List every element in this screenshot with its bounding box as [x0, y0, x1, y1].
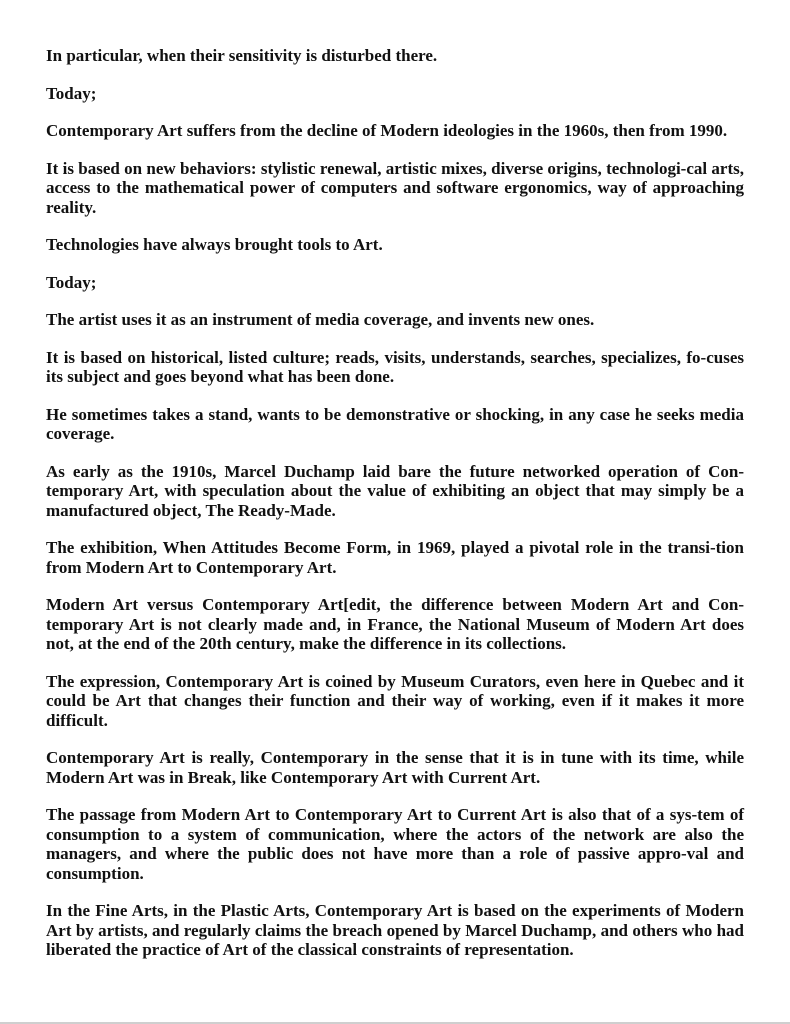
paragraph: The artist uses it as an instrument of media coverage, and invents new ones. — [46, 310, 595, 329]
paragraph: The exhibition, When Attitudes Become Form, in 1969, played a pivotal role in the transi-tion from Modern Art to Contemporary Art. — [46, 538, 744, 577]
paragraph: In particular, when their sensitivity is disturbed there. — [46, 46, 438, 65]
paragraph: Today; — [46, 272, 97, 292]
paragraph: Technologies have always brought tools to Art. — [46, 235, 383, 254]
paragraph: As early as the 1910s, Marcel Duchamp laid bare the future networked operation of Con-temporary Art, with speculation about the value of exhibiting an object that may simply be a manufactured object, The Ready-Made. — [46, 461, 744, 520]
paragraph: The passage from Modern Art to Contemporary Art to Current Art is also that of a sys-tem of consumption to a system of communication, where the actors of the network are also the managers, and where the public does not have more than a role of passive appro-val and consumption. — [46, 805, 744, 883]
paragraph: He sometimes takes a stand, wants to be demonstrative or shocking, in any case he seeks media coverage. — [46, 404, 744, 443]
paragraph: It is based on historical, listed culture; reads, visits, understands, searches, specializes, fo-cuses its subject and goes beyond what has been done. — [46, 347, 744, 386]
paragraph: Today; — [46, 83, 97, 103]
paragraph: It is based on new behaviors: stylistic renewal, artistic mixes, diverse origins, technologi-cal arts, access to the mathematical power of computers and software ergonomics, way of approaching reality. — [46, 158, 744, 217]
paragraph: Contemporary Art suffers from the decline of Modern ideologies in the 1960s, then from 1990. — [46, 121, 728, 140]
paragraph: In the Fine Arts, in the Plastic Arts, Contemporary Art is based on the experiments of Modern Art by artists, and regularly claims the breach opened by Marcel Duchamp, and others who had liberated the practice of Art of the classical constraints of representation. — [46, 901, 744, 959]
document-body — [46, 46, 744, 978]
paragraph: Contemporary Art is really, Contemporary in the sense that it is in tune with its time, while Modern Art was in Break, like Contemporary Art with Current Art. — [46, 748, 744, 787]
paragraph: Modern Art versus Contemporary Art[edit, the difference between Modern Art and Con-temporary Art is not clearly made and, in France, the National Museum of Modern Art does not, at the end of the 20th century, make the difference in its collections. — [46, 595, 744, 653]
paragraph: The expression, Contemporary Art is coined by Museum Curators, even here in Quebec and it could be Art that changes their function and their way of working, even if it makes it more difficult. — [46, 671, 744, 730]
